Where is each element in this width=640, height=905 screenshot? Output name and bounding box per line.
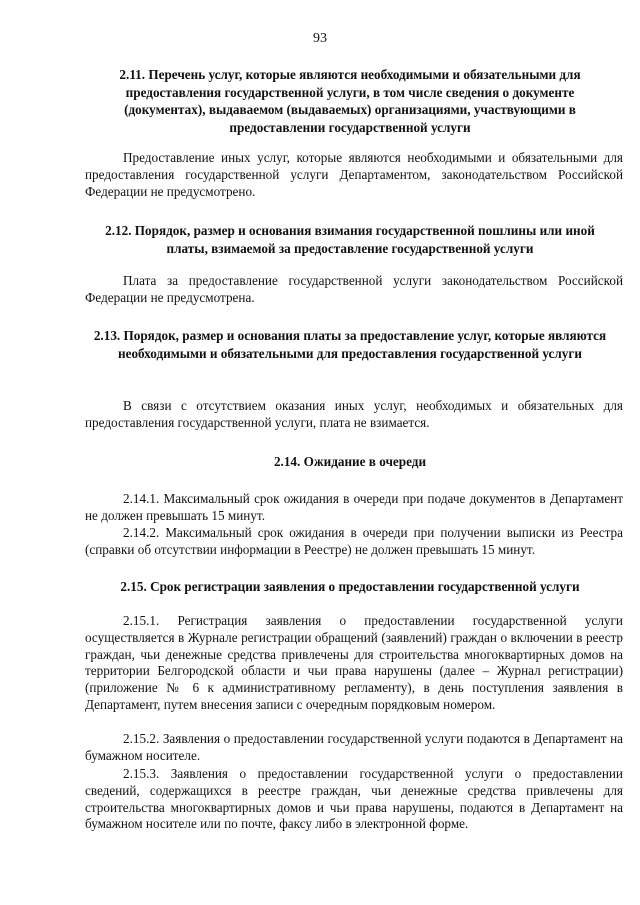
section-2-11-heading: 2.11. Перечень услуг, которые являются необходимыми и обязательными для предоставления государственной услуги, в том числе сведения о документе (документах), выдаваемом (выдаваемых) организациями, участвующими в предоставлении государственной услуги	[119, 67, 581, 135]
section-2-14-2-paragraph: 2.14.2. Максимальный срок ожидания в очереди при получении выписки из Реестра (справки об отсутствии информации в Реестре) не должен превышать 15 минут.	[85, 525, 623, 557]
section-2-14-heading: 2.14. Ожидание в очереди	[273, 454, 427, 469]
section-2-12-heading: 2.12. Порядок, размер и основания взимания государственной пошлины или иной платы, взимаемой за предоставление государственной услуги	[105, 223, 595, 256]
section-2-11-paragraph: Предоставление иных услуг, которые являются необходимыми и обязательными для предоставления государственной услуги Департаментом, законодательством Российской Федерации не предусмотрено.	[85, 150, 623, 199]
section-2-15-1-paragraph: 2.15.1. Регистрация заявления о предоставлении государственной услуги осуществляется в Журнале регистрации обращений (заявлений) граждан о включении в реестр граждан, чьи денежные средства привлечены для строительства многоквартирных домов на территории Белгородской области и чьи права нарушены (далее – Журнал регистрации) (приложение № 6 к административному регламенту), в день поступления заявления в Департамент, путем внесения записи с очередным порядковым номером.	[85, 613, 623, 712]
section-2-15-2-paragraph: 2.15.2. Заявления о предоставлении государственной услуги подаются в Департамент на бумажном носителе.	[85, 731, 623, 763]
page-number: 93	[313, 31, 327, 46]
section-2-15-3-paragraph: 2.15.3. Заявления о предоставлении государственной услуги о предоставлении сведений, содержащихся в реестре граждан, чьи денежные средства привлечены для строительства многоквартирных домов и чьи права нарушены, подаются в Департамент на бумажном носителе или по почте, факсу либо в электронной форме.	[85, 766, 623, 832]
section-2-14-1-paragraph: 2.14.1. Максимальный срок ожидания в очереди при подаче документов в Департамент не должен превышать 15 минут.	[85, 491, 623, 523]
section-2-13-paragraph: В связи с отсутствием оказания иных услуг, необходимых и обязательных для предоставления государственной услуги, плата не взимается.	[85, 398, 623, 430]
section-2-12-paragraph: Плата за предоставление государственной услуги законодательством Российской Федерации не предусмотрена.	[85, 273, 623, 305]
section-2-15-heading: 2.15. Срок регистрации заявления о предоставлении государственной услуги	[120, 579, 580, 594]
section-2-13-heading: 2.13. Порядок, размер и основания платы за предоставление услуг, которые являются необходимыми и обязательными для предоставления государственной услуги	[93, 328, 607, 361]
